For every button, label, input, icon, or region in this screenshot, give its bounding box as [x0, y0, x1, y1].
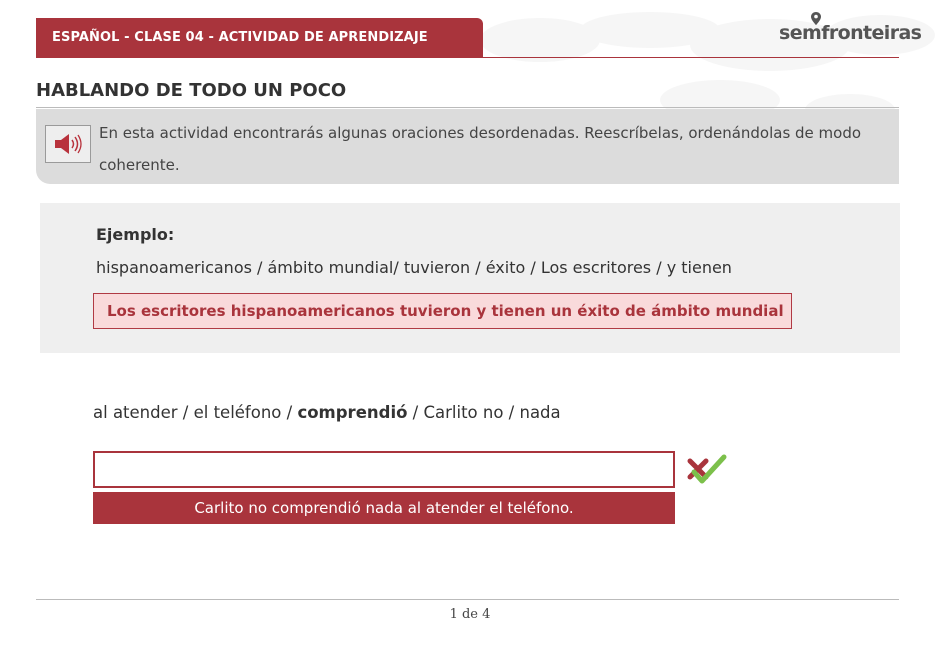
title-divider — [36, 107, 899, 108]
activity-header-title: ESPAÑOL - CLASE 04 - ACTIVIDAD DE APRENDIZAJE — [36, 18, 483, 58]
exercise-words-bold: comprendió — [297, 403, 408, 422]
page-title: HABLANDO DE TODO UN POCO — [36, 80, 347, 101]
instruction-text: En esta actividad encontrarás algunas oraciones desordenadas. Reescríbelas, ordenándolas de modo coherente. — [99, 124, 862, 174]
speaker-icon — [53, 132, 83, 156]
page-indicator: 1 de 4 — [449, 607, 491, 622]
example-label: Ejemplo: — [96, 225, 175, 244]
example-answer: Los escritores hispanoamericanos tuvieron y tienen un éxito de ámbito mundial — [93, 293, 792, 329]
answer-input[interactable] — [93, 451, 675, 488]
check-answer-icon[interactable] — [686, 452, 728, 486]
semfronteiras-logo — [779, 12, 922, 48]
exercise-scrambled-words — [93, 403, 561, 422]
exercise-words-start: al atender / el teléfono / — [93, 403, 298, 422]
footer-divider — [36, 599, 899, 600]
header-divider — [36, 57, 899, 58]
audio-play-button[interactable] — [45, 125, 91, 163]
logo-text: semfronteiras — [779, 22, 922, 44]
solution-bar: Carlito no comprendió nada al atender el teléfono. — [93, 492, 675, 524]
exercise-words-end: / Carlito no / nada — [407, 403, 561, 422]
example-scrambled-words: hispanoamericanos / ámbito mundial/ tuvieron / éxito / Los escritores / y tienen — [96, 258, 732, 277]
